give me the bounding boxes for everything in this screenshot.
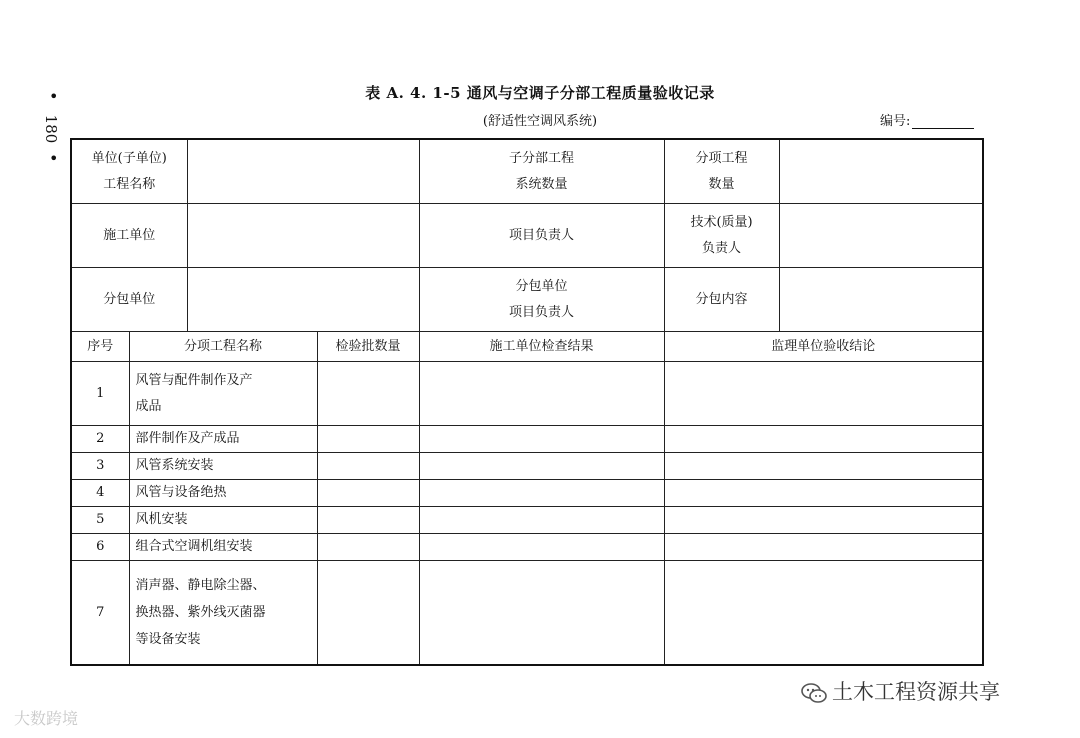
- item-name: 风管系统安装: [129, 453, 317, 480]
- page-number: [36, 87, 66, 172]
- column-header-row: [71, 332, 983, 362]
- item-name: 风管与配件制作及产 成品: [129, 362, 317, 426]
- construction-result-cell[interactable]: [419, 480, 664, 507]
- batch-count-cell[interactable]: [317, 561, 419, 666]
- row-number: 6: [71, 534, 129, 561]
- row-number: 4: [71, 480, 129, 507]
- label-subdivision-system-count: 子分部工程 系统数量: [419, 139, 664, 204]
- label-subcontractor-manager: 分包单位 项目负责人: [419, 268, 664, 332]
- value-subcontractor[interactable]: [187, 268, 419, 332]
- batch-count-cell[interactable]: [317, 362, 419, 426]
- watermark-right: [800, 676, 1000, 706]
- document-title: 表 A. 4. 1-5 通风与空调子分部工程质量验收记录: [365, 84, 715, 102]
- supervision-conclusion-cell[interactable]: [664, 507, 983, 534]
- row-number: 2: [71, 426, 129, 453]
- row-number: 3: [71, 453, 129, 480]
- construction-result-cell[interactable]: [419, 426, 664, 453]
- col-header-batch-count: 检验批数量: [317, 332, 419, 362]
- table-row: [71, 480, 983, 507]
- label-subcontract-content: 分包内容: [664, 268, 779, 332]
- header-row-3: [71, 268, 983, 332]
- construction-result-cell[interactable]: [419, 453, 664, 480]
- table-row: [71, 453, 983, 480]
- watermark-left: [14, 706, 78, 729]
- batch-count-cell[interactable]: [317, 534, 419, 561]
- value-construction-unit[interactable]: [187, 204, 419, 268]
- value-technical-quality-lead[interactable]: [779, 204, 983, 268]
- row-number: 7: [71, 561, 129, 666]
- wechat-icon: [800, 682, 828, 704]
- label-unit-project-name: 单位(子单位) 工程名称: [71, 139, 187, 204]
- item-name: 组合式空调机组安装: [129, 534, 317, 561]
- serial-blank-line: [912, 114, 974, 129]
- label-subcontractor: 分包单位: [71, 268, 187, 332]
- page-dot-top: •: [49, 87, 59, 106]
- construction-result-cell[interactable]: [419, 507, 664, 534]
- table-row: [71, 534, 983, 561]
- label-technical-quality-lead: 技术(质量) 负责人: [664, 204, 779, 268]
- col-header-construction-result: 施工单位检查结果: [419, 332, 664, 362]
- item-name: 风机安装: [129, 507, 317, 534]
- table-row: [71, 362, 983, 426]
- supervision-conclusion-cell[interactable]: [664, 426, 983, 453]
- table-row: [71, 561, 983, 666]
- label-construction-unit: 施工单位: [71, 204, 187, 268]
- item-name: 部件制作及产成品: [129, 426, 317, 453]
- serial-number: [880, 110, 974, 129]
- construction-result-cell[interactable]: [419, 534, 664, 561]
- table-row: [71, 426, 983, 453]
- supervision-conclusion-cell[interactable]: [664, 480, 983, 507]
- document-subtitle: (舒适性空调风系统): [482, 114, 598, 129]
- value-unit-project-name[interactable]: [187, 139, 419, 204]
- col-header-no: 序号: [71, 332, 129, 362]
- acceptance-record-table: [70, 138, 984, 666]
- value-subcontract-content[interactable]: [779, 268, 983, 332]
- page-number-text: 180: [42, 114, 60, 144]
- table-row: [71, 507, 983, 534]
- col-header-item-name: 分项工程名称: [129, 332, 317, 362]
- row-number: 5: [71, 507, 129, 534]
- value-item-project-count[interactable]: [779, 139, 983, 204]
- batch-count-cell[interactable]: [317, 453, 419, 480]
- supervision-conclusion-cell[interactable]: [664, 534, 983, 561]
- batch-count-cell[interactable]: [317, 426, 419, 453]
- label-item-project-count: 分项工程 数量: [664, 139, 779, 204]
- supervision-conclusion-cell[interactable]: [664, 362, 983, 426]
- construction-result-cell[interactable]: [419, 561, 664, 666]
- item-name: 消声器、静电除尘器、 换热器、紫外线灭菌器 等设备安装: [129, 561, 317, 666]
- row-number: 1: [71, 362, 129, 426]
- supervision-conclusion-cell[interactable]: [664, 561, 983, 666]
- label-project-manager: 项目负责人: [419, 204, 664, 268]
- batch-count-cell[interactable]: [317, 507, 419, 534]
- page-dot-bottom: •: [49, 149, 59, 168]
- watermark-left-text: 大数跨境: [14, 709, 79, 728]
- header-row-1: [71, 139, 983, 204]
- watermark-right-text: 土木工程资源共享: [832, 680, 1000, 704]
- header-row-2: [71, 204, 983, 268]
- col-header-supervision-conclusion: 监理单位验收结论: [664, 332, 983, 362]
- construction-result-cell[interactable]: [419, 362, 664, 426]
- batch-count-cell[interactable]: [317, 480, 419, 507]
- item-name: 风管与设备绝热: [129, 480, 317, 507]
- supervision-conclusion-cell[interactable]: [664, 453, 983, 480]
- serial-label: 编号:: [880, 114, 911, 129]
